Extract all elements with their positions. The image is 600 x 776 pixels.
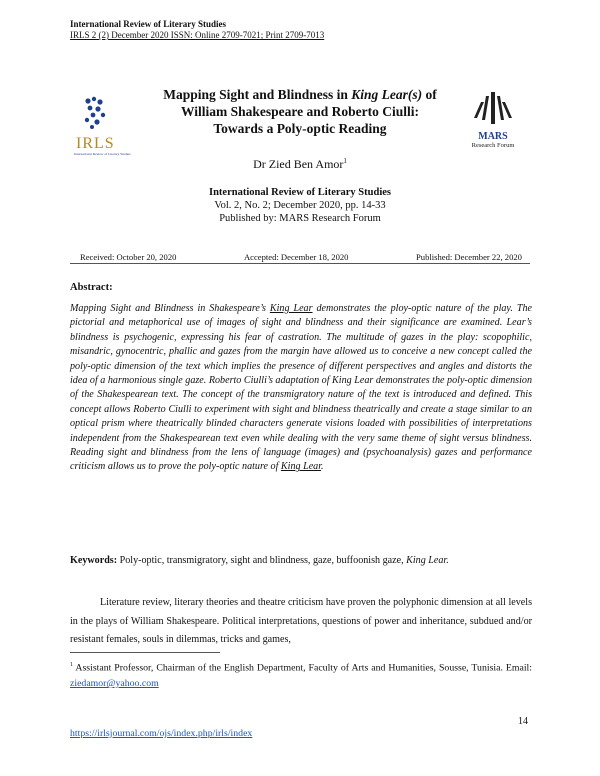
mars-emblem-icon [473,90,513,126]
accepted-date: Accepted: December 18, 2020 [243,252,349,262]
keywords: Keywords: Poly-optic, transmigratory, sight and blindness, gaze, buffoonish gaze, King Lear. [70,555,449,566]
body-paragraph: Literature review, literary theories and theatre criticism have proven the polyphonic dimension at all levels in the plays of William Shakespeare. Political interpretations, questions of power and inheritance, subdued and/or resistant females, souls in dilemmas, tricks and games, [70,597,532,645]
keywords-label: Keywords: [70,555,118,566]
title-line-2: William Shakespeare and Roberto Ciulli: [180,104,420,119]
journal-name: International Review of Literary Studies [70,19,226,29]
footnote-mark: 1 [70,662,73,668]
king-lear-link-end[interactable]: King Lear [280,461,322,473]
issue-line[interactable]: IRLS 2 (2) December 2020 ISSN: Online 2709-7021; Print 2709-7013 [70,30,325,40]
footnote: $^1$ Assistant Professor, Chairman of the English Department, Faculty of Arts and Humanities, Sousse, Tunisia. Email: ziedamor@yahoo.com [70,662,532,690]
mars-logo [466,90,520,152]
mars-logo-text: MARS [478,131,508,142]
author-name: Dr Zied Ben Amor$^1$ [253,157,347,171]
irls-logo-text: IRLS [76,135,115,152]
article-dates [70,252,530,264]
footnote-divider [70,652,220,653]
irls-logo-subtext: International Review of Literary Studies [74,152,131,156]
footer-url-link[interactable]: https://irlsjournal.com/ojs/index.php/irls/index [70,728,253,739]
irls-emblem-icon [74,96,134,130]
mars-logo-subtext: Research Forum [471,142,515,149]
king-lear-link[interactable]: King Lear [269,303,313,314]
abstract-text: Mapping Sight and Blindness in Shakespeare’s King Lear demonstrates the ploy-optic nature of the play. The pictorial and metaphorical use of images of sight and blindness and their significance are examined. Lear’s blindness is psychogenic, expressing his fear of castration. The multitude of gazes in the play: scopophilic, misandric, gynocentric, phallic and gazes from the margin have allowed us to conceive a new concept called the poly-optic dimension of the text which implies the presence of different perspectives and angles and distorts the idea of a harmonious single gaze. Roberto Ciulli’s adaptation of King Lear demonstrates the poly-optic dimension of the Shakespearean text. The concept of the transmigratory nature of the text is introduced and defined. This concept allows Roberto Ciulli to experiment with sight and blindness theatrically and create a stage similar to an optical prism where theatrically blinded characters generate visions loaded with possibilities of interpretations independent from the Shakespearean text even while dealing with the very same theme of sight versus blindness. Reading sight and blindness from the lens of language (images) and (psychoanalysis) gazes and performance criticism allows us to prove the poly-optic nature of King Lear. [70,303,532,473]
author-email-link[interactable]: ziedamor@yahoo.com [70,678,159,690]
received-date: Received: October 20, 2020 [80,252,177,262]
author-footnote-mark: 1 [343,157,347,165]
publication-volume: Vol. 2, No. 2; December 2020, pp. 14-33 [214,200,386,211]
page-number: 14 [518,716,528,727]
title-line-3: Towards a Poly-optic Reading [213,121,387,136]
publication-publisher: Published by: MARS Research Forum [219,213,381,224]
journal-header [70,19,324,41]
publication-info [0,186,600,225]
title-line-1: Mapping Sight and Blindness in King Lear(s) of [163,87,437,102]
irls-logo [74,96,134,156]
abstract-heading: Abstract: [70,282,113,293]
paper-title [145,86,455,137]
publication-journal: International Review of Literary Studies [209,187,391,198]
published-date: Published: December 22, 2020 [416,252,522,262]
